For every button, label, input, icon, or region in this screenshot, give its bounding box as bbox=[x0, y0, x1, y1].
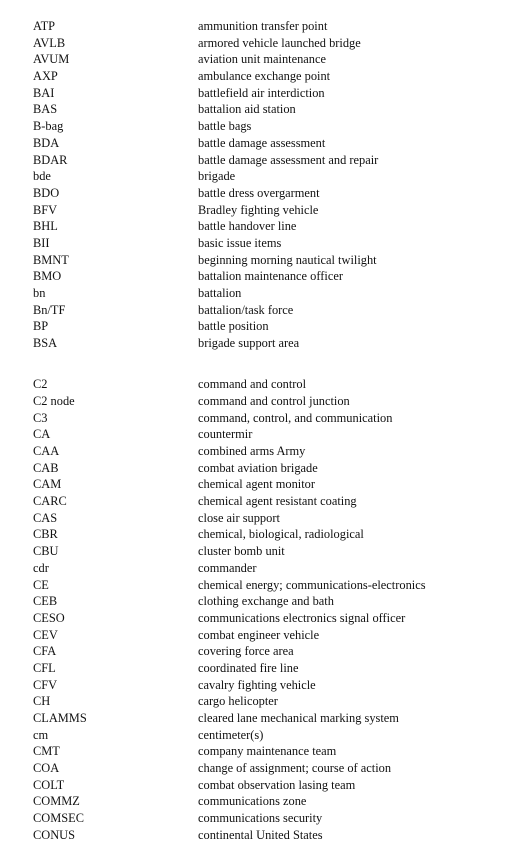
glossary-definition: combined arms Army bbox=[198, 444, 306, 458]
glossary-entry bbox=[0, 376, 511, 393]
glossary-definition: combat observation lasing team bbox=[198, 777, 356, 792]
glossary-definition: battle position bbox=[198, 319, 269, 334]
glossary-definition: combat engineer vehicle bbox=[198, 627, 320, 642]
glossary-definition: clothing exchange and bath bbox=[198, 594, 334, 609]
glossary-abbreviation: Bn/TF bbox=[33, 302, 66, 317]
glossary-definition: Bradley fighting vehicle bbox=[198, 202, 319, 217]
glossary-abbreviation: CA bbox=[33, 427, 51, 442]
glossary-section bbox=[0, 376, 511, 843]
glossary-definition: communications zone bbox=[198, 794, 307, 809]
glossary-entry bbox=[0, 235, 511, 252]
glossary-definition: ambulance exchange point bbox=[198, 69, 331, 84]
glossary-definition: battlefield air interdiction bbox=[198, 85, 325, 100]
glossary-definition: battle bags bbox=[198, 119, 252, 134]
glossary-definition: communications security bbox=[198, 811, 323, 826]
glossary-definition: cavalry fighting vehicle bbox=[198, 677, 316, 692]
glossary-entry bbox=[0, 393, 511, 410]
glossary-definition: cleared lane mechanical marking system bbox=[198, 711, 399, 725]
glossary-definition: continental United States bbox=[198, 827, 323, 842]
glossary-entry bbox=[0, 202, 511, 219]
glossary-abbreviation: BDAR bbox=[33, 152, 68, 167]
glossary-abbreviation: BAI bbox=[33, 85, 55, 100]
glossary-abbreviation: CFL bbox=[33, 660, 56, 675]
glossary-definition: change of assignment; course of action bbox=[198, 761, 392, 776]
glossary-abbreviation: bde bbox=[33, 169, 51, 184]
glossary-abbreviation: BFV bbox=[33, 202, 58, 217]
glossary-definition: chemical agent resistant coating bbox=[198, 494, 357, 509]
glossary-definition: combat aviation brigade bbox=[198, 460, 318, 475]
glossary-entry bbox=[0, 218, 511, 235]
glossary-entry bbox=[0, 85, 511, 102]
glossary-abbreviation: cdr bbox=[33, 560, 49, 575]
glossary-definition: commander bbox=[198, 560, 257, 575]
glossary bbox=[0, 18, 511, 844]
glossary-definition: brigade bbox=[198, 169, 236, 184]
glossary-abbreviation: C2 node bbox=[33, 393, 75, 408]
glossary-entry bbox=[0, 476, 511, 493]
glossary-definition: cargo helicopter bbox=[198, 694, 278, 709]
glossary-definition: chemical, biological, radiological bbox=[198, 527, 364, 542]
glossary-definition: battalion/task force bbox=[198, 302, 294, 317]
glossary-entry bbox=[0, 727, 511, 744]
glossary-abbreviation: CFV bbox=[33, 677, 58, 692]
glossary-abbreviation: COMMZ bbox=[33, 794, 80, 809]
glossary-definition: battalion bbox=[198, 286, 242, 300]
glossary-definition: countermir bbox=[198, 427, 253, 442]
glossary-definition: command and control junction bbox=[198, 393, 350, 408]
glossary-entry bbox=[0, 693, 511, 710]
glossary-definition: communications electronics signal officer bbox=[198, 610, 406, 625]
glossary-entry bbox=[0, 285, 511, 302]
glossary-definition: battalion aid station bbox=[198, 102, 296, 117]
glossary-entry bbox=[0, 460, 511, 477]
glossary-abbreviation: CAA bbox=[33, 444, 60, 458]
glossary-entry bbox=[0, 68, 511, 85]
glossary-abbreviation: BDA bbox=[33, 135, 60, 150]
glossary-entry bbox=[0, 51, 511, 68]
glossary-entry bbox=[0, 118, 511, 135]
glossary-entry bbox=[0, 560, 511, 577]
glossary-entry bbox=[0, 526, 511, 543]
glossary-abbreviation: AVLB bbox=[33, 35, 66, 50]
glossary-entry bbox=[0, 426, 511, 443]
glossary-entry bbox=[0, 302, 511, 319]
glossary-abbreviation: COA bbox=[33, 761, 60, 776]
glossary-abbreviation: CMT bbox=[33, 744, 60, 759]
glossary-abbreviation: COLT bbox=[33, 777, 65, 792]
glossary-entry bbox=[0, 643, 511, 660]
glossary-entry bbox=[0, 593, 511, 610]
glossary-definition: armored vehicle launched bridge bbox=[198, 35, 361, 50]
glossary-abbreviation: CONUS bbox=[33, 827, 75, 842]
glossary-definition: cluster bomb unit bbox=[198, 544, 285, 559]
glossary-abbreviation: BHL bbox=[33, 219, 58, 234]
glossary-entry bbox=[0, 777, 511, 794]
glossary-entry bbox=[0, 710, 511, 727]
glossary-entry bbox=[0, 152, 511, 169]
glossary-abbreviation: C2 bbox=[33, 377, 48, 392]
glossary-abbreviation: BSA bbox=[33, 336, 58, 351]
glossary-entry bbox=[0, 18, 511, 35]
glossary-definition: battle damage assessment bbox=[198, 135, 326, 150]
glossary-definition: covering force area bbox=[198, 644, 294, 659]
glossary-entry bbox=[0, 543, 511, 560]
glossary-entry bbox=[0, 443, 511, 460]
glossary-definition: basic issue items bbox=[198, 235, 282, 250]
glossary-definition: coordinated fire line bbox=[198, 660, 299, 675]
glossary-definition: close air support bbox=[198, 510, 280, 525]
glossary-entry bbox=[0, 135, 511, 152]
glossary-abbreviation: CEB bbox=[33, 594, 58, 609]
glossary-entry bbox=[0, 827, 511, 844]
glossary-abbreviation: BAS bbox=[33, 102, 58, 117]
glossary-definition: beginning morning nautical twilight bbox=[198, 252, 377, 267]
glossary-definition: battle handover line bbox=[198, 219, 297, 234]
glossary-entry bbox=[0, 493, 511, 510]
glossary-entry bbox=[0, 677, 511, 694]
glossary-entry bbox=[0, 510, 511, 527]
glossary-definition: chemical agent monitor bbox=[198, 477, 315, 492]
glossary-definition: aviation unit maintenance bbox=[198, 52, 326, 67]
glossary-abbreviation: CH bbox=[33, 694, 51, 709]
glossary-entry bbox=[0, 101, 511, 118]
glossary-entry bbox=[0, 252, 511, 269]
glossary-entry bbox=[0, 185, 511, 202]
glossary-definition: battle damage assessment and repair bbox=[198, 152, 379, 167]
glossary-entry bbox=[0, 335, 511, 352]
glossary-abbreviation: CEV bbox=[33, 627, 58, 642]
glossary-abbreviation: CFA bbox=[33, 644, 57, 659]
glossary-entry bbox=[0, 810, 511, 827]
glossary-abbreviation: CLAMMS bbox=[33, 711, 87, 725]
glossary-abbreviation: COMSEC bbox=[33, 811, 84, 826]
glossary-abbreviation: BMO bbox=[33, 269, 62, 284]
glossary-abbreviation: CBU bbox=[33, 544, 59, 559]
glossary-abbreviation: cm bbox=[33, 727, 49, 742]
glossary-entry bbox=[0, 760, 511, 777]
glossary-entry bbox=[0, 318, 511, 335]
glossary-entry bbox=[0, 793, 511, 810]
glossary-entry bbox=[0, 410, 511, 427]
glossary-abbreviation: CESO bbox=[33, 610, 65, 625]
glossary-abbreviation: CBR bbox=[33, 527, 58, 542]
glossary-abbreviation: AXP bbox=[33, 69, 58, 84]
glossary-definition: ammunition transfer point bbox=[198, 19, 328, 33]
glossary-abbreviation: CAS bbox=[33, 510, 58, 525]
glossary-abbreviation: AVUM bbox=[33, 52, 70, 67]
glossary-entry bbox=[0, 577, 511, 594]
glossary-definition: command and control bbox=[198, 377, 307, 392]
glossary-definition: battle dress overgarment bbox=[198, 185, 320, 200]
glossary-definition: battalion maintenance officer bbox=[198, 269, 343, 284]
glossary-entry bbox=[0, 35, 511, 52]
glossary-definition: command, control, and communication bbox=[198, 410, 393, 425]
glossary-abbreviation: bn bbox=[33, 286, 46, 300]
glossary-abbreviation: CAM bbox=[33, 477, 62, 492]
glossary-definition: company maintenance team bbox=[198, 744, 337, 759]
glossary-definition: chemical energy; communications-electronics bbox=[198, 577, 426, 592]
glossary-abbreviation: CE bbox=[33, 577, 49, 592]
glossary-abbreviation: CARC bbox=[33, 494, 67, 509]
glossary-abbreviation: BDO bbox=[33, 185, 60, 200]
glossary-abbreviation: BII bbox=[33, 235, 50, 250]
glossary-entry bbox=[0, 627, 511, 644]
glossary-entry bbox=[0, 268, 511, 285]
glossary-abbreviation: B-bag bbox=[33, 119, 64, 134]
glossary-abbreviation: BP bbox=[33, 319, 49, 334]
glossary-entry bbox=[0, 610, 511, 627]
glossary-entry bbox=[0, 660, 511, 677]
glossary-section bbox=[0, 18, 511, 352]
glossary-abbreviation: CAB bbox=[33, 460, 59, 475]
glossary-entry bbox=[0, 743, 511, 760]
glossary-abbreviation: BMNT bbox=[33, 252, 69, 267]
glossary-abbreviation: ATP bbox=[33, 19, 56, 33]
glossary-abbreviation: C3 bbox=[33, 410, 48, 425]
glossary-definition: centimeter(s) bbox=[198, 727, 264, 742]
glossary-entry bbox=[0, 168, 511, 185]
glossary-definition: brigade support area bbox=[198, 336, 300, 351]
